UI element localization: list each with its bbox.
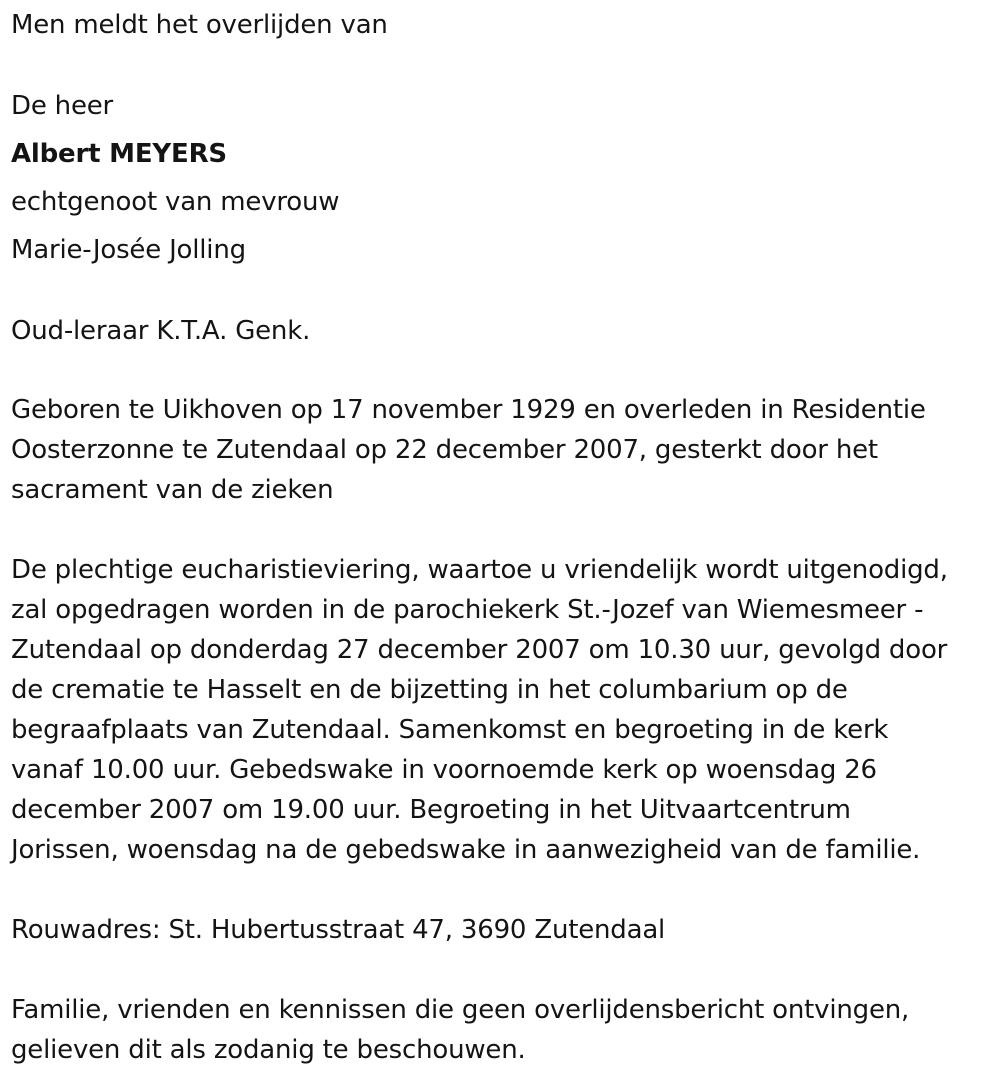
deceased-name: Albert MEYERS [11, 139, 227, 169]
paragraph-line: Familie, vrienden en kennissen die geen overlijdensbericht ontvingen, [11, 995, 910, 1025]
paragraph-line: vanaf 10.00 uur. Gebedswake in voornoemde kerk op woensdag 26 [11, 755, 877, 785]
mourning-address: Rouwadres: St. Hubertusstraat 47, 3690 Zutendaal [11, 915, 666, 945]
salutation: De heer [11, 91, 114, 121]
spouse-name: Marie-Josée Jolling [11, 235, 246, 265]
paragraph-line: Zutendaal op donderdag 27 december 2007 om 10.30 uur, gevolgd door [11, 635, 948, 665]
ceremony-paragraph [11, 550, 948, 870]
paragraph-line: sacrament van de zieken [11, 475, 334, 505]
paragraph-line: De plechtige eucharistieviering, waartoe u vriendelijk wordt uitgenodigd, [11, 555, 948, 585]
spouse-intro: echtgenoot van mevrouw [11, 187, 340, 217]
paragraph-line: Jorissen, woensdag na de gebedswake in aanwezigheid van de familie. [11, 835, 921, 865]
paragraph-line: Oosterzonne te Zutendaal op 22 december 2007, gesterkt door het [11, 435, 878, 465]
paragraph-line: zal opgedragen worden in de parochiekerk St.-Jozef van Wiemesmeer - [11, 595, 924, 625]
birth-death-paragraph [11, 390, 926, 510]
closing-paragraph [11, 990, 909, 1070]
paragraph-line: begraafplaats van Zutendaal. Samenkomst en begroeting in de kerk [11, 715, 889, 745]
intro-text: Men meldt het overlijden van [11, 10, 388, 40]
paragraph-line: de crematie te Hasselt en de bijzetting in het columbarium op de [11, 675, 848, 705]
paragraph-line: Geboren te Uikhoven op 17 november 1929 en overleden in Residentie [11, 395, 926, 425]
occupation: Oud-leraar K.T.A. Genk. [11, 316, 311, 346]
paragraph-line: december 2007 om 19.00 uur. Begroeting in het Uitvaartcentrum [11, 795, 851, 825]
paragraph-line: gelieven dit als zodanig te beschouwen. [11, 1035, 526, 1065]
